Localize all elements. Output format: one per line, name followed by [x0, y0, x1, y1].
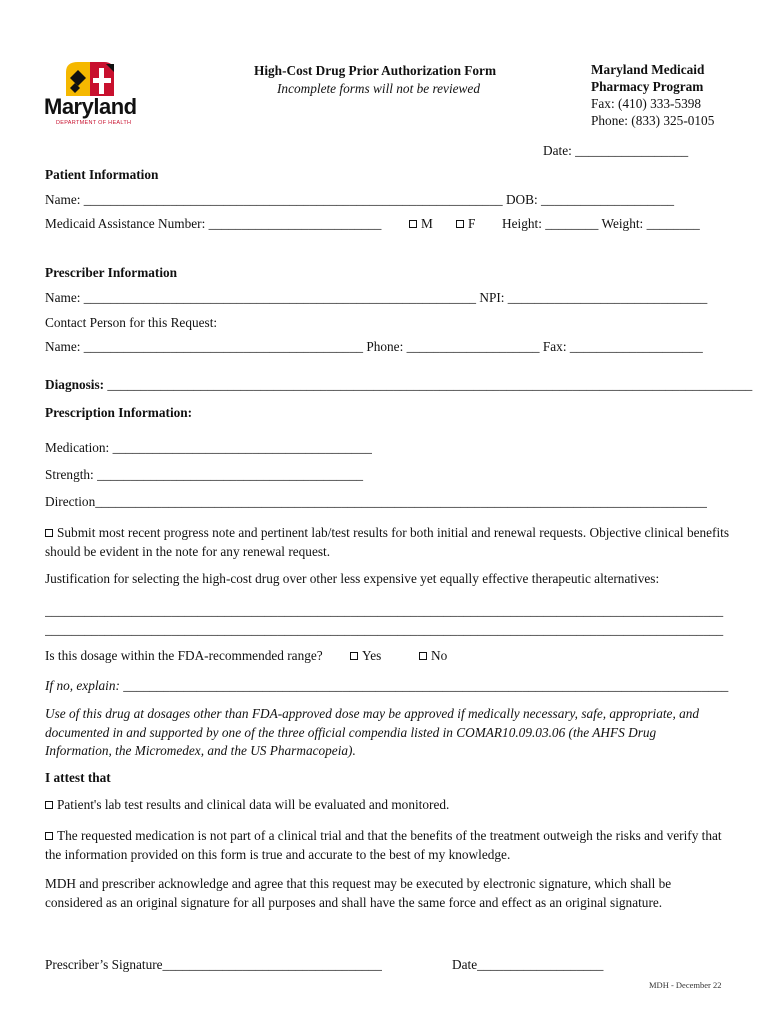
footer-revision: MDH - December 22 [649, 980, 722, 990]
attest-item-1-text: Patient's lab test results and clinical data will be evaluated and monitored. [57, 797, 450, 812]
strength-field[interactable]: Strength: ________________________________________ [45, 467, 364, 482]
maryland-logo [44, 58, 137, 128]
prescription-heading: Prescription Information: [45, 405, 193, 420]
if-no-explain-field[interactable] [45, 678, 728, 694]
program-phone: Phone: (833) 325-0105 [591, 113, 715, 128]
diagnosis-line: _________________________________________________________________________________________________ [104, 377, 753, 392]
form-title: High-Cost Drug Prior Authorization Form [254, 63, 497, 78]
checkbox-icon [456, 220, 464, 228]
sex-female-checkbox[interactable] [456, 216, 475, 232]
if-no-label: If no, explain: [45, 678, 120, 693]
dosage-note: Use of this drug at dosages other than FDA-approved dose may be approved if medically necessary, safe, appropriate, and documented in and supported by one of the three official compendia listed in COMAR10.09.03.06 (the AHFS Drug Information, the Micromedex, and the US Pharmacopeia). [45, 706, 700, 758]
date-field[interactable]: Date: _________________ [543, 143, 689, 158]
attest-clinical-trial-checkbox[interactable] [45, 826, 725, 864]
checkbox-icon [45, 832, 53, 840]
contact-person-label: Contact Person for this Request: [45, 315, 218, 330]
maryland-flag-icon [44, 58, 134, 98]
height-weight-field[interactable]: Height: ________ Weight: ________ [502, 216, 700, 231]
attest-item-2-text: The requested medication is not part of a clinical trial and that the benefits of the treatment outweigh the risks and verify that the information provided on this form is true and accurate to the best of my knowledge. [45, 828, 722, 862]
signature-date-field[interactable]: Date___________________ [452, 957, 604, 972]
dosage-yes-checkbox[interactable] [350, 648, 381, 664]
prescriber-signature-field[interactable]: Prescriber’s Signature_________________________________ [45, 957, 382, 972]
diagnosis-field[interactable] [45, 377, 752, 393]
form-subtitle: Incomplete forms will not be reviewed [277, 81, 480, 96]
attest-heading: I attest that [45, 770, 111, 785]
program-fax: Fax: (410) 333-5398 [591, 96, 702, 111]
dosage-question: Is this dosage within the FDA-recommended range? [45, 648, 323, 663]
patient-heading: Patient Information [45, 167, 159, 182]
no-label: No [431, 648, 448, 663]
female-label: F [468, 216, 476, 231]
diagnosis-label: Diagnosis: [45, 377, 105, 392]
esignature-statement: MDH and prescriber acknowledge and agree that this request may be executed by electronic signature, which shall be considered as an original signature for all purposes and shall have the same force and effect as an original signature. [45, 876, 672, 910]
dosage-no-checkbox[interactable] [419, 648, 447, 664]
prescriber-heading: Prescriber Information [45, 265, 178, 280]
if-no-line: ___________________________________________________________________________________________ [119, 678, 729, 693]
medication-field[interactable]: Medication: _______________________________________ [45, 440, 372, 455]
submit-note-text: Submit most recent progress note and pertinent lab/test results for both initial and renewal requests. Objective clinical benefits should be evident in the note for any renewal request. [45, 525, 730, 559]
attest-lab-results-checkbox[interactable] [45, 797, 449, 813]
checkbox-icon [45, 801, 53, 809]
medicaid-number-field[interactable]: Medicaid Assistance Number: __________________________ [45, 216, 382, 231]
program-name-line2: Pharmacy Program [591, 79, 704, 94]
yes-label: Yes [362, 648, 382, 663]
sex-male-checkbox[interactable] [409, 216, 433, 232]
contact-name-phone-fax-field[interactable]: Name: __________________________________________ Phone: ____________________ Fax: ____________________ [45, 339, 703, 354]
checkbox-icon [409, 220, 417, 228]
direction-field[interactable]: Direction____________________________________________________________________________________________ [45, 494, 707, 509]
patient-name-dob-field[interactable]: Name: _______________________________________________________________ DOB: ____________________ [45, 192, 675, 207]
logo-wordmark: Maryland [44, 94, 137, 119]
male-label: M [421, 216, 433, 231]
program-name-line1: Maryland Medicaid [591, 62, 705, 77]
justification-line-2[interactable]: ______________________________________________________________________________________________________ [45, 622, 724, 637]
logo-subtitle: DEPARTMENT OF HEALTH [56, 120, 132, 126]
checkbox-icon [45, 529, 53, 537]
submit-progress-note-checkbox[interactable] [45, 523, 730, 561]
justification-label: Justification for selecting the high-cost drug over other less expensive yet equally effective therapeutic alternatives: [45, 571, 660, 586]
prescriber-name-npi-field[interactable]: Name: ___________________________________________________________ NPI: ______________________________ [45, 290, 708, 305]
checkbox-icon [350, 652, 358, 660]
checkbox-icon [419, 652, 427, 660]
justification-line-1[interactable]: ______________________________________________________________________________________________________ [45, 603, 724, 618]
